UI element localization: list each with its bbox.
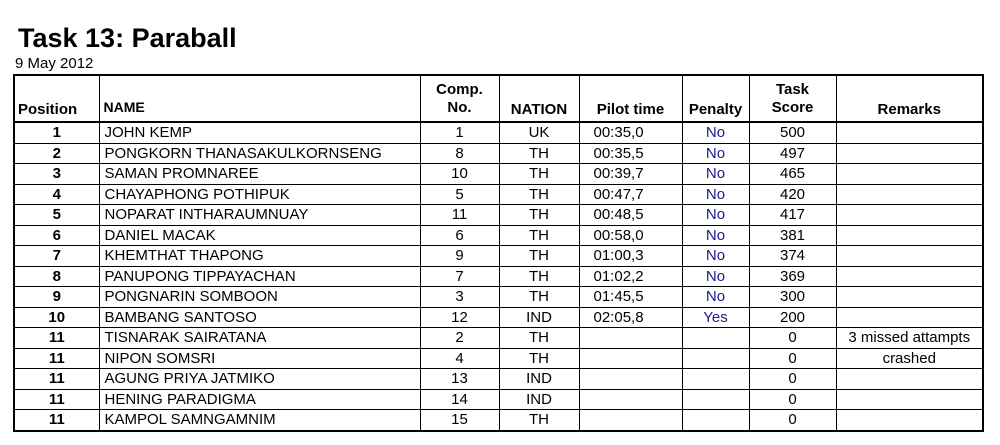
cell-name: KHEMTHAT THAPONG: [99, 246, 420, 267]
cell-pilot-time: 00:58,0: [579, 225, 682, 246]
cell-penalty: No: [682, 287, 749, 308]
header-name: NAME: [99, 75, 420, 122]
cell-name: BAMBANG SANTOSO: [99, 307, 420, 328]
table-row: [14, 410, 983, 431]
cell-penalty: No: [682, 266, 749, 287]
cell-task-score: 300: [749, 287, 836, 308]
cell-remarks: 3 missed attampts: [836, 328, 983, 349]
cell-pilot-time: 00:48,5: [579, 205, 682, 226]
cell-penalty: [682, 410, 749, 431]
cell-name: HENING PARADIGMA: [99, 389, 420, 410]
cell-nation: TH: [499, 225, 579, 246]
cell-penalty: [682, 348, 749, 369]
cell-position: 7: [14, 246, 99, 267]
cell-name: NIPON SOMSRI: [99, 348, 420, 369]
table-row: [14, 266, 983, 287]
cell-comp-no: 2: [420, 328, 499, 349]
cell-position: 11: [14, 389, 99, 410]
cell-comp-no: 3: [420, 287, 499, 308]
cell-position: 5: [14, 205, 99, 226]
cell-position: 3: [14, 164, 99, 185]
cell-remarks: [836, 205, 983, 226]
cell-comp-no: 10: [420, 164, 499, 185]
table-row: [14, 205, 983, 226]
cell-comp-no: 7: [420, 266, 499, 287]
cell-name: NOPARAT INTHARAUMNUAY: [99, 205, 420, 226]
cell-pilot-time: [579, 389, 682, 410]
cell-position: 8: [14, 266, 99, 287]
cell-position: 11: [14, 348, 99, 369]
cell-nation: IND: [499, 369, 579, 390]
table-row: [14, 164, 983, 185]
cell-task-score: 420: [749, 184, 836, 205]
cell-pilot-time: [579, 369, 682, 390]
cell-nation: TH: [499, 205, 579, 226]
cell-penalty: No: [682, 225, 749, 246]
cell-pilot-time: 00:35,0: [579, 122, 682, 143]
table-row: [14, 307, 983, 328]
page-title: Task 13: Paraball: [18, 23, 237, 53]
header-score-line1: Task: [775, 80, 810, 98]
table-row: [14, 246, 983, 267]
cell-nation: TH: [499, 246, 579, 267]
cell-pilot-time: 00:39,7: [579, 164, 682, 185]
header-task-score: [749, 75, 836, 122]
cell-pilot-time: 01:02,2: [579, 266, 682, 287]
table-row: [14, 225, 983, 246]
cell-remarks: [836, 369, 983, 390]
cell-name: PONGKORN THANASAKULKORNSENG: [99, 143, 420, 164]
cell-nation: UK: [499, 122, 579, 143]
results-table: [13, 74, 984, 432]
cell-position: 11: [14, 369, 99, 390]
cell-penalty: No: [682, 122, 749, 143]
cell-task-score: 497: [749, 143, 836, 164]
cell-position: 9: [14, 287, 99, 308]
cell-name: JOHN KEMP: [99, 122, 420, 143]
cell-remarks: [836, 410, 983, 431]
cell-pilot-time: [579, 348, 682, 369]
cell-task-score: 369: [749, 266, 836, 287]
cell-task-score: 381: [749, 225, 836, 246]
cell-remarks: [836, 122, 983, 143]
cell-task-score: 200: [749, 307, 836, 328]
cell-nation: TH: [499, 184, 579, 205]
cell-pilot-time: [579, 410, 682, 431]
cell-nation: TH: [499, 328, 579, 349]
cell-penalty: No: [682, 184, 749, 205]
cell-penalty: No: [682, 205, 749, 226]
cell-task-score: 0: [749, 348, 836, 369]
cell-pilot-time: 01:00,3: [579, 246, 682, 267]
task-date: 9 May 2012: [15, 55, 94, 72]
cell-penalty: No: [682, 164, 749, 185]
cell-remarks: crashed: [836, 348, 983, 369]
cell-position: 10: [14, 307, 99, 328]
cell-nation: TH: [499, 348, 579, 369]
cell-position: 11: [14, 328, 99, 349]
cell-position: 2: [14, 143, 99, 164]
cell-name: DANIEL MACAK: [99, 225, 420, 246]
cell-task-score: 417: [749, 205, 836, 226]
cell-remarks: [836, 184, 983, 205]
cell-penalty: Yes: [682, 307, 749, 328]
results-body: [14, 122, 983, 431]
cell-task-score: 0: [749, 328, 836, 349]
cell-comp-no: 15: [420, 410, 499, 431]
cell-task-score: 0: [749, 389, 836, 410]
cell-remarks: [836, 266, 983, 287]
cell-penalty: No: [682, 143, 749, 164]
cell-position: 6: [14, 225, 99, 246]
header-comp-no: [420, 75, 499, 122]
cell-comp-no: 6: [420, 225, 499, 246]
cell-nation: TH: [499, 143, 579, 164]
cell-name: PONGNARIN SOMBOON: [99, 287, 420, 308]
cell-comp-no: 13: [420, 369, 499, 390]
cell-nation: TH: [499, 164, 579, 185]
cell-name: PANUPONG TIPPAYACHAN: [99, 266, 420, 287]
cell-task-score: 374: [749, 246, 836, 267]
table-row: [14, 287, 983, 308]
cell-position: 11: [14, 410, 99, 431]
cell-name: AGUNG PRIYA JATMIKO: [99, 369, 420, 390]
cell-comp-no: 5: [420, 184, 499, 205]
cell-name: SAMAN PROMNAREE: [99, 164, 420, 185]
cell-pilot-time: 01:45,5: [579, 287, 682, 308]
cell-name: KAMPOL SAMNGAMNIM: [99, 410, 420, 431]
cell-penalty: [682, 389, 749, 410]
header-comp-line2: No.: [447, 98, 472, 116]
cell-task-score: 0: [749, 369, 836, 390]
header-row: [14, 75, 983, 122]
cell-pilot-time: [579, 328, 682, 349]
cell-remarks: [836, 307, 983, 328]
cell-comp-no: 9: [420, 246, 499, 267]
table-row: [14, 184, 983, 205]
cell-task-score: 0: [749, 410, 836, 431]
cell-remarks: [836, 246, 983, 267]
header-comp-line1: Comp.: [436, 80, 483, 98]
cell-position: 4: [14, 184, 99, 205]
header-position: Position: [14, 75, 99, 122]
header-pilot-time: Pilot time: [579, 75, 682, 122]
cell-name: CHAYAPHONG POTHIPUK: [99, 184, 420, 205]
header-penalty: Penalty: [682, 75, 749, 122]
cell-comp-no: 4: [420, 348, 499, 369]
cell-remarks: [836, 287, 983, 308]
cell-penalty: [682, 328, 749, 349]
cell-pilot-time: 00:47,7: [579, 184, 682, 205]
header-remarks: Remarks: [836, 75, 983, 122]
cell-comp-no: 8: [420, 143, 499, 164]
cell-comp-no: 12: [420, 307, 499, 328]
cell-nation: IND: [499, 389, 579, 410]
table-row: [14, 389, 983, 410]
table-row: [14, 122, 983, 143]
cell-remarks: [836, 164, 983, 185]
cell-remarks: [836, 143, 983, 164]
cell-nation: TH: [499, 266, 579, 287]
header-nation: NATION: [499, 75, 579, 122]
header-score-line2: Score: [771, 98, 814, 116]
cell-position: 1: [14, 122, 99, 143]
cell-pilot-time: 02:05,8: [579, 307, 682, 328]
cell-pilot-time: 00:35,5: [579, 143, 682, 164]
cell-comp-no: 1: [420, 122, 499, 143]
cell-nation: IND: [499, 307, 579, 328]
cell-penalty: [682, 369, 749, 390]
cell-comp-no: 14: [420, 389, 499, 410]
cell-comp-no: 11: [420, 205, 499, 226]
cell-task-score: 500: [749, 122, 836, 143]
table-row: [14, 328, 983, 349]
cell-nation: TH: [499, 287, 579, 308]
cell-nation: TH: [499, 410, 579, 431]
cell-task-score: 465: [749, 164, 836, 185]
table-row: [14, 143, 983, 164]
cell-name: TISNARAK SAIRATANA: [99, 328, 420, 349]
cell-penalty: No: [682, 246, 749, 267]
cell-remarks: [836, 225, 983, 246]
cell-remarks: [836, 389, 983, 410]
table-row: [14, 348, 983, 369]
table-row: [14, 369, 983, 390]
